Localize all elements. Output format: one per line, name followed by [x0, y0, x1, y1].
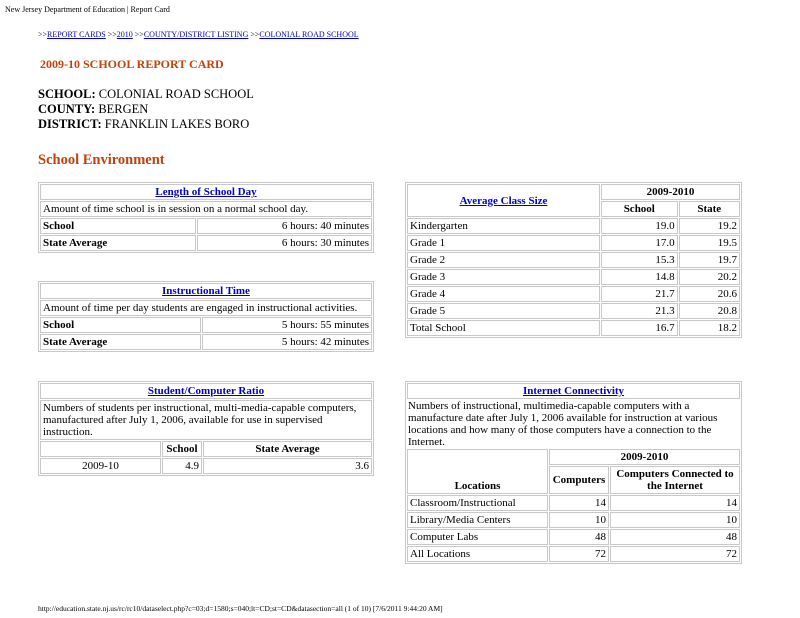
- report-title: 2009-10 SCHOOL REPORT CARD: [40, 57, 224, 71]
- table-row: 2009-10 4.9 3.6: [40, 458, 372, 474]
- school-info: [38, 87, 254, 132]
- student-computer-ratio-link[interactable]: Student/Computer Ratio: [40, 383, 372, 399]
- window-title: New Jersey Department of Education | Report Card: [5, 5, 170, 14]
- table-row: All Locations 72 72: [407, 546, 740, 562]
- table-row: Computer Labs 48 48: [407, 529, 740, 545]
- length-of-school-day-table: [38, 182, 374, 253]
- table-row: State Average 5 hours: 42 minutes: [40, 334, 372, 350]
- table-row: Grade 4 21.7 20.6: [407, 286, 740, 302]
- instructional-time-table: [38, 281, 374, 352]
- county-label: COUNTY:: [38, 102, 96, 116]
- breadcrumb: >>REPORT CARDS >>2010 >>COUNTY/DISTRICT LISTING >>COLONIAL ROAD SCHOOL: [38, 30, 359, 39]
- district-value: FRANKLIN LAKES BORO: [104, 117, 250, 131]
- section-title: School Environment: [38, 152, 165, 168]
- breadcrumb-link-county-district-listing[interactable]: COUNTY/DISTRICT LISTING: [143, 30, 249, 39]
- internet-desc: Numbers of instructional, multimedia-capable computers with a manufacture date after July 1, 2006 available for instruction at various locations and how many of those computers have a connection to the Internet.: [408, 400, 718, 448]
- student-computer-ratio-table: Student/Computer Ratio Numbers of students per instructional, multi-media-capable computers, manufactured after July 1, 2006, available for use in supervised instruction. School State Average 2009-10 4.9 3.6: [38, 381, 374, 476]
- table-row: School 5 hours: 55 minutes: [40, 317, 372, 333]
- table-row: State Average 6 hours: 30 minutes: [40, 235, 372, 251]
- table-row: Total School 16.7 18.2: [407, 320, 740, 336]
- breadcrumb-link-report-cards[interactable]: REPORT CARDS: [47, 30, 106, 39]
- breadcrumb-link-2010[interactable]: 2010: [116, 30, 133, 39]
- table-row: Kindergarten 19.0 19.2: [407, 218, 740, 234]
- table-row: Grade 2 15.3 19.7: [407, 252, 740, 268]
- instructional-time-link[interactable]: Instructional Time: [40, 283, 372, 299]
- average-class-size-link[interactable]: Average Class Size: [407, 184, 600, 217]
- county-value: BERGEN: [98, 102, 149, 116]
- table-row: Grade 3 14.8 20.2: [407, 269, 740, 285]
- table-row: Classroom/Instructional 14 14: [407, 495, 740, 511]
- table-row: Grade 1 17.0 19.5: [407, 235, 740, 251]
- internet-connectivity-table: Internet Connectivity Numbers of instructional, multimedia-capable computers with a manufacture date after July 1, 2006 available for instruction at various locations and how many of those computers have a connection to the Internet. Locations 2009-2010 Computers Computers Connected to the Internet Classroom/Instructional 14 14 Library/Media Centers 10 10 Computer Labs 48 48 All Locations 72 72: [405, 381, 742, 564]
- length-desc: Amount of time school is in session on a normal school day.: [40, 201, 372, 217]
- district-label: DISTRICT:: [38, 117, 102, 131]
- footer-url: http://education.state.nj.us/rc/rc10/dataselect.php?c=03;d=1580;s=040;lt=CD;st=CD&datasection=all (1 of 10) [7/6/2011 9:44:20 AM]: [38, 604, 443, 613]
- breadcrumb-link-colonial-road-school[interactable]: COLONIAL ROAD SCHOOL: [259, 30, 359, 39]
- table-row: School 6 hours: 40 minutes: [40, 218, 372, 234]
- internet-connectivity-link[interactable]: Internet Connectivity: [407, 383, 740, 399]
- length-of-school-day-link[interactable]: Length of School Day: [40, 184, 372, 200]
- ratio-desc: Numbers of students per instructional, multi-media-capable computers, manufactured after July 1, 2006, available for use in supervised instruction.: [40, 400, 372, 440]
- average-class-size-table: Average Class Size 2009-2010 School State Kindergarten 19.0 19.2 Grade 1 17.0 19.5 Grade 2 15.3 19.7 Grade 3 14.8 20.2 Grade 4 21.7 20.6 Grade 5 21.3 20.8 Total School 16.7 18.2: [405, 182, 742, 338]
- school-label: SCHOOL:: [38, 87, 96, 101]
- school-value: COLONIAL ROAD SCHOOL: [98, 87, 254, 101]
- table-row: Grade 5 21.3 20.8: [407, 303, 740, 319]
- instructional-desc: Amount of time per day students are engaged in instructional activities.: [40, 300, 372, 316]
- table-row: Library/Media Centers 10 10: [407, 512, 740, 528]
